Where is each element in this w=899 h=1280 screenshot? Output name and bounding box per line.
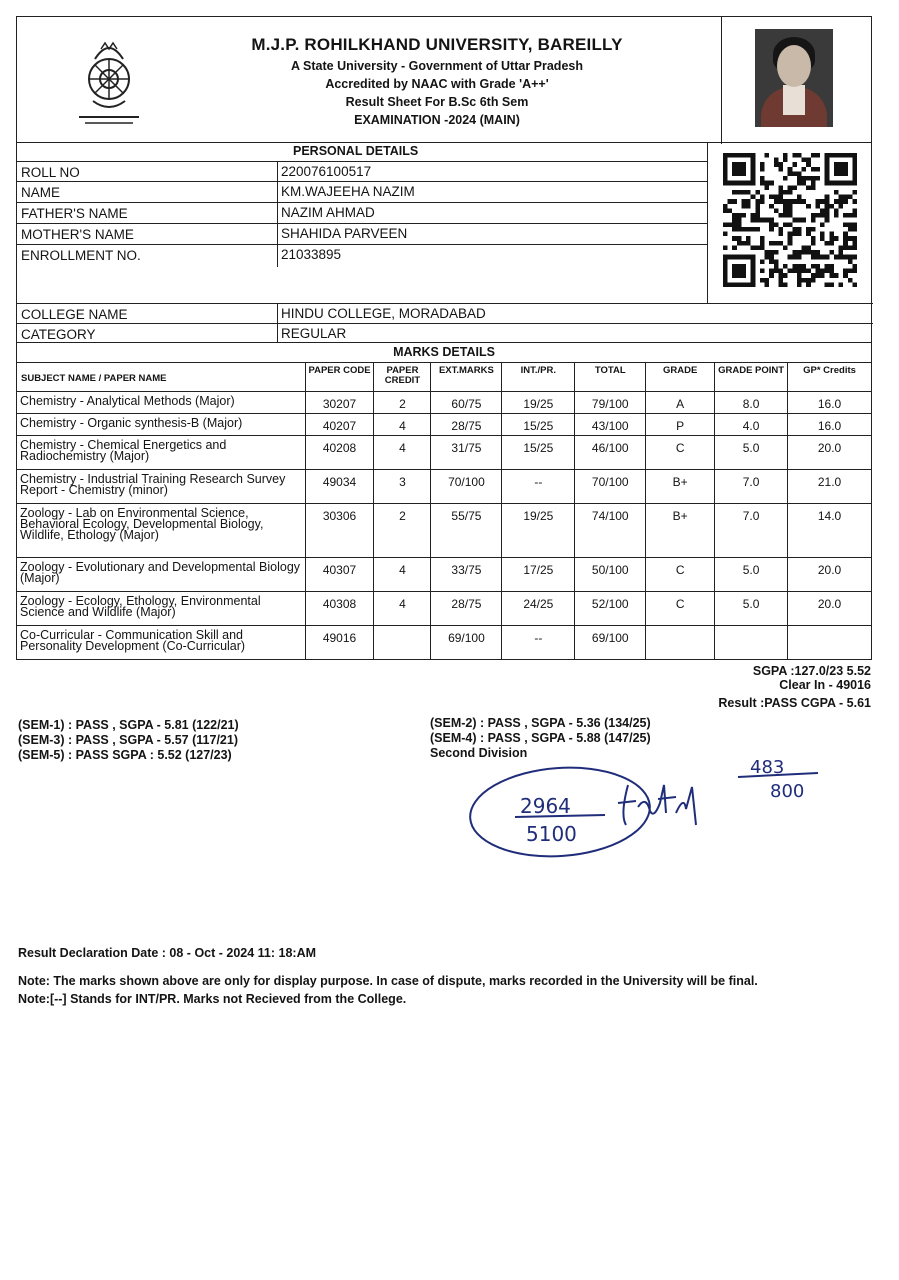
mother-name-row: [17, 224, 707, 245]
cell-int-pr: 24/25: [502, 592, 575, 626]
marks-row: [17, 470, 872, 504]
sem-5-result: (SEM-5) : PASS SGPA : 5.52 (127/23): [18, 748, 232, 762]
marks-row: [17, 558, 872, 592]
cell-paper-credit: 4: [374, 414, 431, 436]
marks-header-row: [17, 363, 872, 392]
cell-paper-credit: 2: [374, 392, 431, 414]
cell-paper-credit: 4: [374, 436, 431, 470]
cell-grade: P: [646, 414, 715, 436]
roll-no-value: 220076100517: [281, 164, 372, 179]
cell-paper-code: 30207: [305, 392, 374, 414]
cell-ext-marks: 31/75: [431, 436, 502, 470]
cell-subject: Zoology - Ecology, Ethology, Environmental Science and Wildlife (Major): [17, 592, 306, 626]
cell-grade-point: 5.0: [715, 558, 788, 592]
cell-grade: B+: [646, 504, 715, 558]
category-row: [17, 324, 873, 345]
cell-ext-marks: 33/75: [431, 558, 502, 592]
cell-paper-code: 40307: [305, 558, 374, 592]
marks-title-text: MARKS DETAILS: [393, 345, 495, 359]
header-box: [16, 16, 872, 143]
cell-paper-code: 49016: [305, 626, 374, 660]
sem-4-result: (SEM-4) : PASS , SGPA - 5.88 (147/25): [430, 731, 651, 745]
result-declaration-date: Result Declaration Date : 08 - Oct - 2024 11: 18:AM: [18, 946, 317, 960]
header-subject: SUBJECT NAME / PAPER NAME: [17, 363, 306, 392]
cell-grade-point: 5.0: [715, 592, 788, 626]
sem-2-result: (SEM-2) : PASS , SGPA - 5.36 (134/25): [430, 716, 651, 730]
cell-int-pr: 17/25: [502, 558, 575, 592]
cell-paper-credit: 4: [374, 592, 431, 626]
cell-paper-code: 40207: [305, 414, 374, 436]
sgpa-text: SGPA :127.0/23 5.52: [752, 664, 871, 678]
header-int-pr: INT./PR.: [502, 363, 575, 392]
cell-grade: A: [646, 392, 715, 414]
personal-details: [16, 143, 872, 343]
sem-left-block: [18, 718, 239, 763]
photo-cell: [721, 17, 871, 144]
header-grade: GRADE: [646, 363, 715, 392]
cell-grade-point: [715, 626, 788, 660]
cell-total: 69/100: [575, 626, 646, 660]
cell-gp-credits: 16.0: [788, 414, 872, 436]
header-ext-marks: EXT.MARKS: [431, 363, 502, 392]
cell-gp-credits: 16.0: [788, 392, 872, 414]
cell-grade: C: [646, 436, 715, 470]
marks-row: [17, 414, 872, 436]
cell-grade: C: [646, 592, 715, 626]
cell-total: 43/100: [575, 414, 646, 436]
student-photo: [755, 29, 833, 127]
qr-code-icon: [723, 153, 857, 287]
cell-ext-marks: 55/75: [431, 504, 502, 558]
university-subtitle: A State University - Government of Uttar Pradesh: [291, 59, 583, 73]
cell-int-pr: 15/25: [502, 436, 575, 470]
university-logo-icon: [65, 27, 151, 127]
college-label: COLLEGE NAME: [21, 307, 128, 322]
cell-gp-credits: 20.0: [788, 558, 872, 592]
father-name-label: FATHER'S NAME: [21, 206, 128, 221]
cell-subject: Chemistry - Industrial Training Research Survey Report - Chemistry (minor): [17, 470, 306, 504]
cell-grade-point: 5.0: [715, 436, 788, 470]
cell-subject: Zoology - Evolutionary and Developmental Biology (Major): [17, 558, 306, 592]
cell-paper-credit: 4: [374, 558, 431, 592]
hand-total-denominator: 5100: [526, 822, 577, 846]
marks-row: [17, 592, 872, 626]
cell-subject: Chemistry - Chemical Energetics and Radiochemistry (Major): [17, 436, 306, 470]
roll-no-label: ROLL NO: [21, 165, 80, 180]
sheet-title: Result Sheet For B.Sc 6th Sem: [345, 95, 529, 109]
college-row: [17, 303, 873, 324]
sem-1-result: (SEM-1) : PASS , SGPA - 5.81 (122/21): [18, 718, 239, 732]
title-block: [167, 35, 707, 127]
name-value: KM.WAJEEHA NAZIM: [281, 184, 415, 199]
header-paper-code: PAPER CODE: [305, 363, 374, 392]
cell-grade-point: 8.0: [715, 392, 788, 414]
exam-title: EXAMINATION -2024 (MAIN): [354, 113, 520, 127]
category-label: CATEGORY: [21, 327, 96, 342]
personal-details-title: PERSONAL DETAILS: [293, 144, 419, 158]
cell-ext-marks: 28/75: [431, 592, 502, 626]
cell-grade-point: 7.0: [715, 504, 788, 558]
cell-int-pr: --: [502, 470, 575, 504]
cell-subject: Co-Curricular - Communication Skill and Personality Development (Co-Curricular): [17, 626, 306, 660]
sem-3-result: (SEM-3) : PASS , SGPA - 5.57 (117/21): [18, 733, 238, 747]
mother-name-label: MOTHER'S NAME: [21, 227, 134, 242]
handwritten-annotation: [460, 755, 840, 875]
accreditation: Accredited by NAAC with Grade 'A++': [325, 77, 549, 91]
cell-subject: Zoology - Lab on Environmental Science, Behavioral Ecology, Developmental Biology, Wildlife, Ethology (Major): [17, 504, 306, 558]
note-int-pr: Note:[--] Stands for INT/PR. Marks not Recieved from the College.: [18, 992, 407, 1006]
cell-total: 79/100: [575, 392, 646, 414]
cell-total: 70/100: [575, 470, 646, 504]
header-paper-credit: PAPER CREDIT: [374, 363, 431, 392]
father-name-row: [17, 203, 707, 224]
cell-ext-marks: 60/75: [431, 392, 502, 414]
cell-ext-marks: 28/75: [431, 414, 502, 436]
roll-no-row: [17, 161, 707, 182]
cell-paper-code: 49034: [305, 470, 374, 504]
name-row: [17, 182, 707, 203]
clear-in-text: Clear In - 49016: [779, 678, 871, 692]
cell-int-pr: 15/25: [502, 414, 575, 436]
cell-int-pr: 19/25: [502, 392, 575, 414]
enrollment-value: 21033895: [281, 247, 342, 262]
cell-gp-credits: 20.0: [788, 436, 872, 470]
college-value: HINDU COLLEGE, MORADABAD: [281, 306, 486, 321]
cell-int-pr: 19/25: [502, 504, 575, 558]
cell-paper-code: 40208: [305, 436, 374, 470]
cell-gp-credits: [788, 626, 872, 660]
result-text: Result :PASS CGPA - 5.61: [718, 696, 871, 710]
marks-details-title: [16, 343, 872, 362]
cell-grade: B+: [646, 470, 715, 504]
cell-subject: Chemistry - Organic synthesis-B (Major): [17, 414, 306, 436]
marks-table: [16, 362, 872, 660]
cell-total: 46/100: [575, 436, 646, 470]
cell-paper-credit: [374, 626, 431, 660]
cell-grade: [646, 626, 715, 660]
cell-paper-credit: 2: [374, 504, 431, 558]
hand-sem-numerator: 483: [750, 757, 785, 778]
cell-gp-credits: 14.0: [788, 504, 872, 558]
category-value: REGULAR: [281, 326, 347, 341]
cell-gp-credits: 21.0: [788, 470, 872, 504]
cell-int-pr: --: [502, 626, 575, 660]
cell-ext-marks: 70/100: [431, 470, 502, 504]
father-name-value: NAZIM AHMAD: [281, 205, 375, 220]
marks-row: [17, 504, 872, 558]
hand-sem-denominator: 800: [770, 781, 805, 802]
cell-grade-point: 7.0: [715, 470, 788, 504]
division-text: Second Division: [430, 746, 528, 760]
marks-row: [17, 626, 872, 660]
cell-ext-marks: 69/100: [431, 626, 502, 660]
enrollment-row: [17, 245, 707, 266]
university-name: M.J.P. ROHILKHAND UNIVERSITY, BAREILLY: [251, 35, 623, 54]
cell-grade: C: [646, 558, 715, 592]
cell-grade-point: 4.0: [715, 414, 788, 436]
cell-subject: Chemistry - Analytical Methods (Major): [17, 392, 306, 414]
header-gp-credits: GP* Credits: [788, 363, 872, 392]
marks-row: [17, 392, 872, 414]
header-total: TOTAL: [575, 363, 646, 392]
cell-gp-credits: 20.0: [788, 592, 872, 626]
name-label: NAME: [21, 185, 61, 200]
cell-paper-code: 40308: [305, 592, 374, 626]
header-grade-point: GRADE POINT: [715, 363, 788, 392]
enrollment-label: ENROLLMENT NO.: [21, 248, 141, 263]
cell-total: 52/100: [575, 592, 646, 626]
note-display-purpose: Note: The marks shown above are only for display purpose. In case of dispute, marks recorded in the University will be final.: [18, 974, 758, 988]
cell-paper-code: 30306: [305, 504, 374, 558]
hand-total-numerator: 2964: [520, 794, 571, 818]
cell-total: 74/100: [575, 504, 646, 558]
cell-paper-credit: 3: [374, 470, 431, 504]
mother-name-value: SHAHIDA PARVEEN: [281, 226, 408, 241]
cell-total: 50/100: [575, 558, 646, 592]
marks-row: [17, 436, 872, 470]
